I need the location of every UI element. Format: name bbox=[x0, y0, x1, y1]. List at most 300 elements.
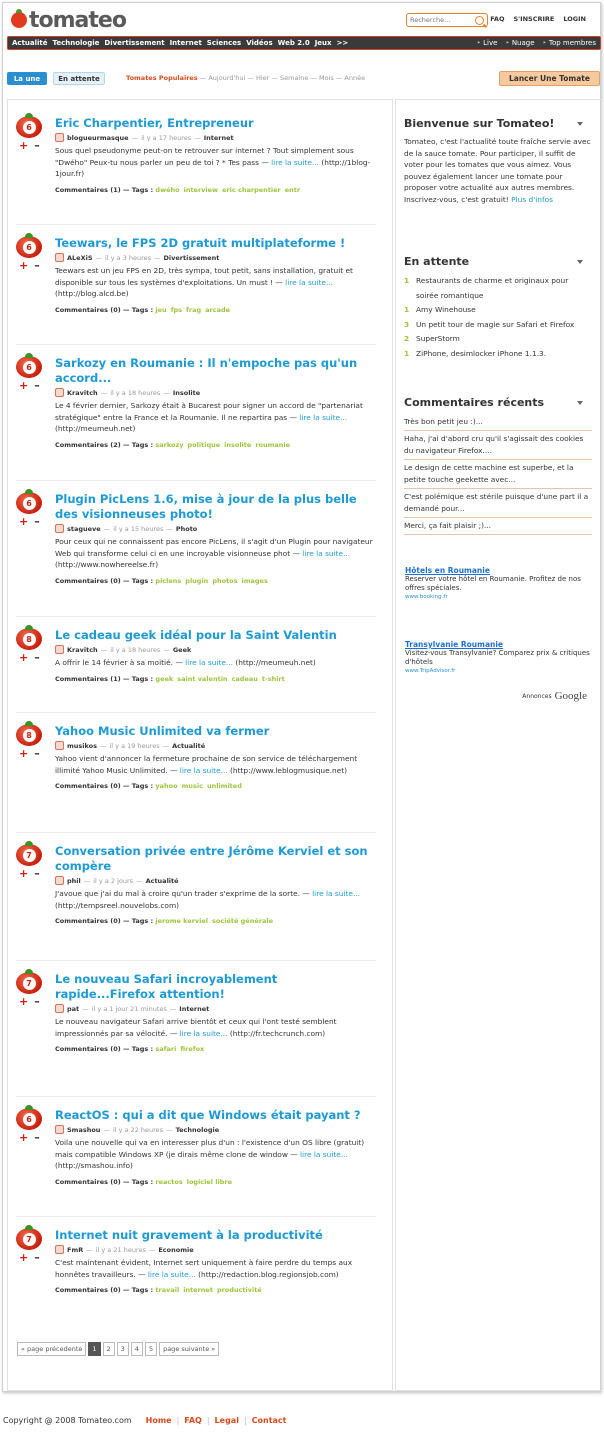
article-title[interactable]: Conversation privée entre Jérôme Kerviel et son compère bbox=[55, 844, 368, 873]
separator: — bbox=[123, 1045, 132, 1053]
tomato-score-icon bbox=[16, 628, 42, 650]
recent-comments-title: Commentaires récents bbox=[404, 396, 545, 409]
ad-text: Reserver votre hôtel en Roumanie. Profitez de nos offres spéciales. bbox=[405, 575, 581, 592]
next-page-button[interactable]: page suivante » bbox=[159, 1342, 219, 1356]
read-more-link[interactable]: lire la suite... bbox=[299, 1149, 348, 1159]
tag-link[interactable]: jeu bbox=[155, 305, 167, 314]
prev-page-button[interactable]: « page précedente bbox=[17, 1342, 86, 1356]
waiting-count: 1 bbox=[404, 348, 410, 358]
nav-top-membres[interactable]: ‣ Top membres bbox=[543, 39, 596, 47]
page-number-button[interactable]: 1 bbox=[88, 1342, 100, 1356]
separator: — bbox=[99, 741, 107, 750]
sidebar bbox=[395, 99, 602, 1391]
separator: — bbox=[123, 440, 132, 449]
ad-hotels[interactable] bbox=[405, 566, 593, 602]
score-count: 8 bbox=[23, 729, 36, 742]
tags-label: Tags : bbox=[131, 576, 154, 585]
article-source: (http://meumeuh.net) bbox=[55, 424, 136, 433]
waiting-title[interactable]: Restaurants de charme et originaux pour soirée romantique bbox=[416, 276, 569, 300]
tomato-score-icon bbox=[16, 236, 42, 258]
waiting-item[interactable] bbox=[404, 303, 592, 318]
tag-link[interactable]: entr bbox=[284, 185, 301, 194]
read-more-link[interactable]: lire la suite... bbox=[179, 1028, 228, 1038]
tag-link[interactable]: firefox bbox=[180, 1045, 205, 1053]
read-more-link[interactable]: lire la suite... bbox=[302, 548, 351, 558]
vote-box bbox=[16, 628, 46, 663]
vote-box bbox=[16, 492, 46, 527]
article-time: il y a 22 heures bbox=[112, 1125, 164, 1134]
user-avatar-icon bbox=[55, 1004, 64, 1013]
waiting-item[interactable] bbox=[404, 347, 592, 362]
article-source: (http://fr.techcrunch.com) bbox=[229, 1028, 326, 1038]
article-title[interactable]: Plugin PicLens 1.6, mise à jour de la plus belle des visionneuses photo! bbox=[55, 492, 357, 521]
page-number-button[interactable]: 3 bbox=[117, 1342, 129, 1356]
tag-link[interactable]: photos bbox=[212, 576, 238, 585]
article-category[interactable]: Insolite bbox=[172, 388, 201, 397]
popular-filter: Tomates Populaires — Aujourd'hui — Hier — Semaine — Mois — Année bbox=[126, 74, 366, 82]
waiting-item[interactable] bbox=[404, 274, 592, 303]
search-input[interactable] bbox=[410, 16, 472, 24]
user-avatar-icon bbox=[55, 1125, 64, 1134]
vote-down-button[interactable]: – bbox=[34, 867, 40, 880]
recent-comment[interactable]: C'est polémique est stérile puisque d'une part il a demandé pour... bbox=[404, 489, 592, 518]
vote-down-button[interactable]: – bbox=[34, 1251, 40, 1264]
separator: — bbox=[148, 1245, 156, 1254]
page-number-button[interactable]: 4 bbox=[131, 1342, 143, 1356]
vote-up-button[interactable]: + bbox=[19, 995, 29, 1008]
separator: — bbox=[123, 1177, 132, 1186]
nav-jeux[interactable]: Jeux bbox=[314, 39, 332, 47]
vote-box bbox=[16, 116, 46, 151]
comments-link[interactable]: Commentaires (0) bbox=[55, 1177, 121, 1186]
tomato-score-icon bbox=[16, 116, 42, 138]
article-title[interactable]: Internet nuit gravement à la productivité bbox=[55, 1228, 323, 1242]
score-count: 6 bbox=[23, 361, 36, 374]
tomato-score-icon bbox=[16, 1108, 42, 1130]
article-source: (http://redaction.blog.regionsjob.com) bbox=[198, 1269, 339, 1279]
waiting-title[interactable]: ZiPhone, desimlocker iPhone 1.1.3. bbox=[416, 348, 547, 358]
tag-link[interactable]: cadeau bbox=[231, 674, 258, 683]
nav-videos[interactable]: Vidéos bbox=[246, 39, 273, 47]
vote-box bbox=[16, 1108, 46, 1143]
tomato-score-icon bbox=[16, 356, 42, 378]
login-link[interactable]: LOGIN bbox=[563, 15, 586, 23]
article-source: (http://blog.alcd.be) bbox=[55, 289, 129, 298]
tag-link[interactable]: t-shirt bbox=[261, 674, 285, 683]
vote-up-button[interactable]: + bbox=[19, 139, 29, 152]
chevron-down-icon[interactable] bbox=[577, 401, 583, 405]
separator: — bbox=[136, 876, 143, 885]
article-source: (http://1blog-1jour.fr) bbox=[55, 157, 371, 178]
article-list bbox=[7, 99, 393, 1391]
article-divider bbox=[16, 1096, 376, 1097]
tag-link[interactable]: piclens bbox=[155, 576, 182, 585]
footer-home-link[interactable]: Home bbox=[145, 1416, 172, 1425]
tag-link[interactable]: geek bbox=[155, 674, 174, 683]
ad-text: Visitez-vous Transylvanie? Comparez prix & critiques d'hôtels bbox=[405, 649, 590, 666]
waiting-count: 2 bbox=[404, 334, 410, 343]
read-more-link[interactable]: lire la suite... bbox=[271, 157, 320, 167]
separator: — bbox=[100, 645, 108, 654]
read-more-link[interactable]: lire la suite... bbox=[312, 889, 361, 898]
comments-link[interactable]: Commentaires (2) bbox=[55, 440, 121, 449]
tomato-score-icon bbox=[16, 844, 42, 866]
nav-sciences[interactable]: Sciences bbox=[206, 39, 242, 47]
tag-link[interactable]: logiciel libre bbox=[186, 1177, 232, 1186]
page-number-button[interactable]: 2 bbox=[103, 1342, 115, 1356]
recent-comments-list bbox=[404, 414, 592, 535]
read-more-link[interactable]: lire la suite... bbox=[299, 412, 348, 422]
nav-divertissement[interactable]: Divertissement bbox=[104, 39, 165, 47]
article-summary: Pour ceux qui ne connaissent pas encore PicLens, il s'agit d'un Plugin pour navigateur Web qui transforme celui ci en une incroyable visionneuse phot — bbox=[55, 537, 373, 558]
tag-link[interactable]: yahoo bbox=[155, 782, 178, 790]
pagination bbox=[17, 1342, 219, 1356]
tag-link[interactable]: politique bbox=[187, 440, 221, 449]
article-category[interactable]: Economie bbox=[158, 1245, 194, 1254]
faq-link[interactable]: FAQ bbox=[490, 15, 505, 23]
nav-internet[interactable]: Internet bbox=[169, 39, 202, 47]
article-user[interactable]: Kravitch bbox=[67, 645, 98, 654]
comments-link[interactable]: Commentaires (1) bbox=[55, 185, 121, 194]
period-week[interactable]: Semaine bbox=[279, 74, 309, 82]
article-time: il y a 17 heures bbox=[141, 133, 192, 142]
tab-en-attente[interactable]: En attente bbox=[53, 72, 105, 85]
logo[interactable] bbox=[11, 7, 126, 33]
ad-url[interactable]: www.booking.fr bbox=[405, 594, 448, 600]
separator: | bbox=[176, 1416, 180, 1425]
tag-link[interactable]: sarkozy bbox=[155, 440, 184, 449]
nav-web20[interactable]: Web 2.0 bbox=[277, 39, 310, 47]
article-divider bbox=[16, 832, 376, 833]
tags-label: Tags : bbox=[131, 1286, 154, 1294]
recent-comment[interactable]: Merci, ça fait plaisir ;)... bbox=[404, 518, 592, 535]
separator: — bbox=[103, 524, 111, 533]
read-more-link[interactable]: lire la suite... bbox=[185, 658, 233, 667]
article-divider bbox=[16, 1216, 376, 1217]
separator: — bbox=[123, 674, 132, 683]
user-avatar-icon bbox=[55, 876, 64, 885]
article-user[interactable]: Smashou bbox=[67, 1125, 101, 1134]
vote-down-button[interactable]: – bbox=[34, 259, 40, 272]
separator: — bbox=[194, 133, 201, 142]
separator: — bbox=[154, 253, 161, 262]
vote-up-button[interactable]: + bbox=[19, 1131, 29, 1144]
article-user[interactable]: Kravitch bbox=[67, 388, 98, 397]
score-count: 7 bbox=[23, 977, 36, 990]
search-box[interactable] bbox=[406, 13, 488, 27]
google-ads-label[interactable] bbox=[522, 690, 587, 702]
tag-link[interactable]: images bbox=[241, 576, 268, 585]
search-icon[interactable] bbox=[475, 16, 484, 25]
user-avatar-icon bbox=[55, 524, 64, 533]
separator: — bbox=[169, 1004, 177, 1013]
tag-link[interactable]: interview bbox=[183, 185, 219, 194]
article-user[interactable]: FmR bbox=[67, 1245, 84, 1254]
vote-down-button[interactable]: – bbox=[34, 379, 40, 392]
recent-comment[interactable]: Haha, j'ai d'abord cru qu'il s'agissait des cookies du navigateur Firefox.... bbox=[404, 431, 592, 460]
footer-faq-link[interactable]: FAQ bbox=[184, 1416, 202, 1425]
article-time: il y a 3 heures bbox=[105, 253, 152, 262]
read-more-link[interactable]: lire la suite... bbox=[285, 277, 334, 287]
article-summary: Le 4 février dernier, Sarkozy était à Bucarest pour signer un accord de "partenariat stratégique" entre la France et la Roumanie. Il ne repartira pas — bbox=[55, 401, 363, 422]
tag-link[interactable]: frag bbox=[186, 305, 202, 314]
tag-link[interactable]: travail bbox=[155, 1286, 180, 1294]
score-count: 7 bbox=[23, 849, 36, 862]
article-summary: J'avoue que j'ai du mal à croire qu'un trader s'exprime de la sorte. — bbox=[55, 889, 310, 898]
category-nav bbox=[7, 36, 601, 50]
article-time: il y a 15 heures bbox=[113, 524, 164, 533]
tag-link[interactable]: eric charpentier bbox=[222, 185, 281, 194]
comments-link[interactable]: Commentaires (0) bbox=[55, 576, 121, 585]
tomato-score-icon bbox=[16, 1228, 42, 1250]
tomato-logo-icon bbox=[11, 12, 27, 28]
article-time: il y a 18 heures bbox=[110, 388, 161, 397]
tags-label: Tags : bbox=[131, 305, 154, 314]
article-user[interactable]: pat bbox=[67, 1004, 80, 1013]
article-time: il y a 19 heures bbox=[109, 741, 160, 750]
vote-up-button[interactable]: + bbox=[19, 1251, 29, 1264]
separator: — bbox=[162, 741, 170, 750]
article-source: (http://tempsreel.nouvelobs.com) bbox=[55, 900, 180, 910]
article-summary: Le nouveau navigateur Safari arrive bientôt et ceux qui l'ont testé semblent impressionnés par sa vélocité. — bbox=[55, 1017, 337, 1038]
article-title[interactable]: Eric Charpentier, Entrepreneur bbox=[55, 116, 254, 130]
user-avatar-icon bbox=[55, 1245, 64, 1254]
tag-link[interactable]: insolite bbox=[224, 440, 252, 449]
separator: — bbox=[123, 917, 132, 925]
article-title[interactable]: Teewars, le FPS 2D gratuit multiplateforme ! bbox=[55, 236, 346, 250]
article-category[interactable]: Geek bbox=[172, 645, 192, 654]
user-avatar-icon bbox=[55, 388, 64, 397]
article-category[interactable]: Divertissement bbox=[163, 253, 220, 262]
separator: — bbox=[123, 185, 132, 194]
article-user[interactable]: ALeXiS bbox=[67, 253, 93, 262]
separator: — bbox=[103, 1125, 110, 1134]
article-category[interactable]: Internet bbox=[203, 133, 234, 142]
period-yesterday[interactable]: Hier bbox=[255, 74, 270, 82]
logo-text: tomateo bbox=[29, 7, 126, 33]
article-divider bbox=[16, 712, 376, 713]
score-count: 7 bbox=[23, 1233, 36, 1246]
score-count: 6 bbox=[23, 497, 36, 510]
article-summary: C'est maintenant évident, Internet sert uniquement à faire perdre du temps aux honnêtes travailleurs. — bbox=[55, 1258, 353, 1279]
tomato-score-icon bbox=[16, 972, 42, 994]
waiting-item[interactable] bbox=[404, 318, 592, 333]
nav-technologie[interactable]: Technologie bbox=[52, 39, 100, 47]
separator: — bbox=[123, 576, 132, 585]
article-title[interactable]: Le nouveau Safari incroyablement rapide...Firefox attention! bbox=[55, 972, 278, 1001]
separator: — bbox=[86, 1245, 93, 1254]
read-more-link[interactable]: lire la suite... bbox=[179, 765, 228, 775]
tag-link[interactable]: internet bbox=[183, 1286, 213, 1294]
article-user[interactable]: blogueurmasque bbox=[67, 133, 129, 142]
period-month[interactable]: Mois bbox=[319, 74, 334, 82]
separator: | bbox=[206, 1416, 210, 1425]
user-avatar-icon bbox=[55, 645, 64, 654]
waiting-count: 1 bbox=[404, 276, 410, 285]
separator: — bbox=[82, 1004, 89, 1013]
tag-link[interactable]: plugin bbox=[185, 576, 209, 585]
vote-down-button[interactable]: – bbox=[34, 747, 40, 760]
tag-link[interactable]: saint valentin bbox=[177, 674, 228, 683]
vote-box bbox=[16, 1228, 46, 1263]
tag-link[interactable]: unlimited bbox=[206, 782, 242, 790]
article-summary: Yahoo vient d'annoncer la fermeture prochaine de son service de téléchargement illimité Yahoo Music Unlimited. — bbox=[55, 754, 358, 775]
welcome-title: Bienvenue sur Tomateo! bbox=[404, 117, 555, 130]
tags-label: Tags : bbox=[131, 185, 154, 194]
waiting-title: En attente bbox=[404, 255, 470, 268]
comments-link[interactable]: Commentaires (0) bbox=[55, 782, 121, 790]
tags-label: Tags : bbox=[131, 440, 154, 449]
vote-box bbox=[16, 844, 46, 879]
period-year[interactable]: Année bbox=[344, 74, 366, 82]
waiting-count: 1 bbox=[404, 305, 410, 314]
tags-label: Tags : bbox=[131, 1045, 154, 1053]
vote-up-button[interactable]: + bbox=[19, 747, 29, 760]
article-source: (http://smashou.info) bbox=[55, 1161, 133, 1170]
vote-box bbox=[16, 356, 46, 391]
chevron-down-icon[interactable] bbox=[577, 122, 583, 126]
ads-label: Annonces bbox=[522, 692, 552, 700]
article-divider bbox=[16, 480, 376, 481]
comments-link[interactable]: Commentaires (0) bbox=[55, 1045, 121, 1053]
waiting-count: 3 bbox=[404, 319, 410, 329]
score-count: 6 bbox=[23, 241, 36, 254]
separator: — bbox=[163, 388, 170, 397]
tag-link[interactable]: arcade bbox=[205, 305, 231, 314]
recent-comment[interactable]: Le design de cette machine est superbe, et la petite touche geekette avec... bbox=[404, 460, 592, 489]
article-source: (http://meumeuh.net) bbox=[235, 658, 316, 667]
vote-up-button[interactable]: + bbox=[19, 515, 29, 528]
tag-link[interactable]: reactos bbox=[155, 1177, 183, 1186]
ad-url[interactable]: www.TripAdvisor.fr bbox=[405, 668, 456, 674]
article-user[interactable]: musikos bbox=[67, 741, 97, 750]
ad-title[interactable]: Hôtels en Roumanie bbox=[405, 566, 490, 575]
waiting-item[interactable] bbox=[404, 332, 592, 347]
footer bbox=[3, 1416, 287, 1425]
launch-tomato-button[interactable]: Lancer Une Tomate bbox=[499, 71, 600, 86]
chevron-down-icon[interactable] bbox=[577, 260, 583, 264]
user-avatar-icon bbox=[55, 741, 64, 750]
vote-up-button[interactable]: + bbox=[19, 379, 29, 392]
page-number-button[interactable]: 5 bbox=[145, 1342, 157, 1356]
footer-contact-link[interactable]: Contact bbox=[251, 1416, 287, 1425]
tag-link[interactable]: roumanie bbox=[255, 440, 291, 449]
article-category[interactable]: Internet bbox=[179, 1004, 210, 1013]
article-summary: Sous quel pseudonyme peut-on te retrouver sur internet ? Tout simplement sous "Dwého" Peux-tu nous parler un peu de toi ? * Tes pass — bbox=[55, 146, 354, 167]
tag-link[interactable]: dwého bbox=[155, 185, 180, 194]
tag-link[interactable]: music bbox=[181, 782, 203, 790]
separator: — bbox=[123, 782, 132, 790]
top-links bbox=[490, 15, 586, 23]
comments-link[interactable]: Commentaires (0) bbox=[55, 917, 121, 925]
waiting-title[interactable]: Amy Winehouse bbox=[416, 305, 476, 314]
nav-actualite[interactable]: Actualité bbox=[12, 39, 48, 47]
tag-link[interactable]: fps bbox=[170, 305, 183, 314]
separator: — bbox=[83, 876, 91, 885]
article-summary: Teewars est un jeu FPS en 2D, très sympa, tout petit, sans installation, gratuit et disponible sur tous les systèmes d'exploitations. Un must ! — bbox=[55, 266, 353, 287]
article-category[interactable]: Photo bbox=[175, 524, 198, 533]
recent-comment[interactable]: Très bon petit jeu :)... bbox=[404, 414, 592, 431]
welcome-body: Tomateo, c'est l'actualité toute fraîche servie avec de la sauce tomate. Pour participer, il suffit de voter pour les tomates que vous aimez. Vous pouvez également lancer une tomate pour proposer votre actualité aux autres membres. Inscrivez-vous, c'est gratuit! bbox=[404, 137, 591, 204]
tag-link[interactable]: société générale bbox=[212, 917, 273, 925]
waiting-title[interactable]: Un petit tour de magie sur Safari et Firefox bbox=[416, 319, 575, 329]
article-summary: A offrir le 14 février à sa moitié. — bbox=[55, 658, 183, 667]
comments-link[interactable]: Commentaires (0) bbox=[55, 305, 121, 314]
tags-label: Tags : bbox=[131, 1177, 154, 1186]
google-logo: Google bbox=[554, 690, 587, 702]
tags-label: Tags : bbox=[131, 917, 154, 925]
vote-up-button[interactable]: + bbox=[19, 651, 29, 664]
more-info-link[interactable]: Plus d'infos bbox=[511, 194, 553, 204]
article-category[interactable]: Actualité bbox=[145, 876, 179, 885]
tomato-score-icon bbox=[16, 724, 42, 746]
vote-down-button[interactable]: – bbox=[34, 515, 40, 528]
vote-up-button[interactable]: + bbox=[19, 867, 29, 880]
separator: — bbox=[123, 1286, 132, 1294]
article-time: il y a 21 heures bbox=[95, 1245, 146, 1254]
article-divider bbox=[16, 960, 376, 961]
separator: — bbox=[163, 645, 170, 654]
separator: — bbox=[166, 524, 173, 533]
tag-link[interactable]: jerome kerviel bbox=[155, 917, 209, 925]
vote-down-button[interactable]: – bbox=[34, 139, 40, 152]
read-more-link[interactable]: lire la suite... bbox=[147, 1269, 196, 1279]
comments-link[interactable]: Commentaires (1) bbox=[55, 674, 121, 683]
tag-link[interactable]: productivité bbox=[216, 1286, 262, 1294]
period-today[interactable]: Aujourd'hui bbox=[208, 74, 246, 82]
article-time: il y a 1 jour 21 minutes bbox=[91, 1004, 167, 1013]
article-user[interactable]: stagueve bbox=[67, 524, 101, 533]
article-title[interactable]: Yahoo Music Unlimited va fermer bbox=[55, 724, 270, 738]
article-title[interactable]: ReactOS : qui a dit que Windows était payant ? bbox=[55, 1108, 361, 1122]
article-user[interactable]: phil bbox=[67, 876, 81, 885]
vote-down-button[interactable]: – bbox=[34, 1131, 40, 1144]
vote-box bbox=[16, 236, 46, 271]
ad-transylvanie[interactable] bbox=[405, 640, 593, 676]
signup-link[interactable]: S'INSCRIRE bbox=[513, 15, 555, 23]
score-count: 6 bbox=[23, 121, 36, 134]
tags-label: Tags : bbox=[131, 674, 154, 683]
waiting-title[interactable]: SuperStorm bbox=[416, 334, 460, 343]
copyright: Copyright @ 2008 Tomateo.com bbox=[3, 1416, 132, 1425]
comments-link[interactable]: Commentaires (0) bbox=[55, 1286, 121, 1294]
article-title[interactable]: Sarkozy en Roumanie : Il n'empoche pas qu'un accord... bbox=[55, 356, 358, 385]
nav-more[interactable]: >> bbox=[336, 39, 349, 47]
article-divider bbox=[16, 344, 376, 345]
user-avatar-icon bbox=[55, 133, 64, 142]
nav-live[interactable]: ‣ Live bbox=[477, 39, 498, 47]
ad-title[interactable]: Transylvanie Roumanie bbox=[405, 640, 504, 649]
article-title[interactable]: Le cadeau geek idéal pour la Saint Valentin bbox=[55, 628, 337, 642]
footer-legal-link[interactable]: Legal bbox=[214, 1416, 239, 1425]
vote-up-button[interactable]: + bbox=[19, 259, 29, 272]
user-avatar-icon bbox=[55, 253, 64, 262]
article-category[interactable]: Technologie bbox=[175, 1125, 220, 1134]
vote-down-button[interactable]: – bbox=[34, 995, 40, 1008]
page-frame bbox=[2, 2, 601, 1392]
nav-nuage[interactable]: ‣ Nuage bbox=[505, 39, 534, 47]
article-summary: Voila une nouvelle qui va en interesser plus d'un : l'existence d'un OS libre (gratuit) mais compatible Windows XP (je dirais même clone de window — bbox=[55, 1138, 365, 1159]
separator: — bbox=[100, 388, 108, 397]
tab-la-une[interactable]: La une bbox=[7, 72, 47, 85]
article-time: il y a 18 heures bbox=[110, 645, 161, 654]
tag-link[interactable]: safari bbox=[155, 1045, 177, 1053]
vote-down-button[interactable]: – bbox=[34, 651, 40, 664]
separator: — bbox=[95, 253, 103, 262]
vote-box bbox=[16, 972, 46, 1007]
vote-box bbox=[16, 724, 46, 759]
article-category[interactable]: Actualité bbox=[172, 741, 206, 750]
